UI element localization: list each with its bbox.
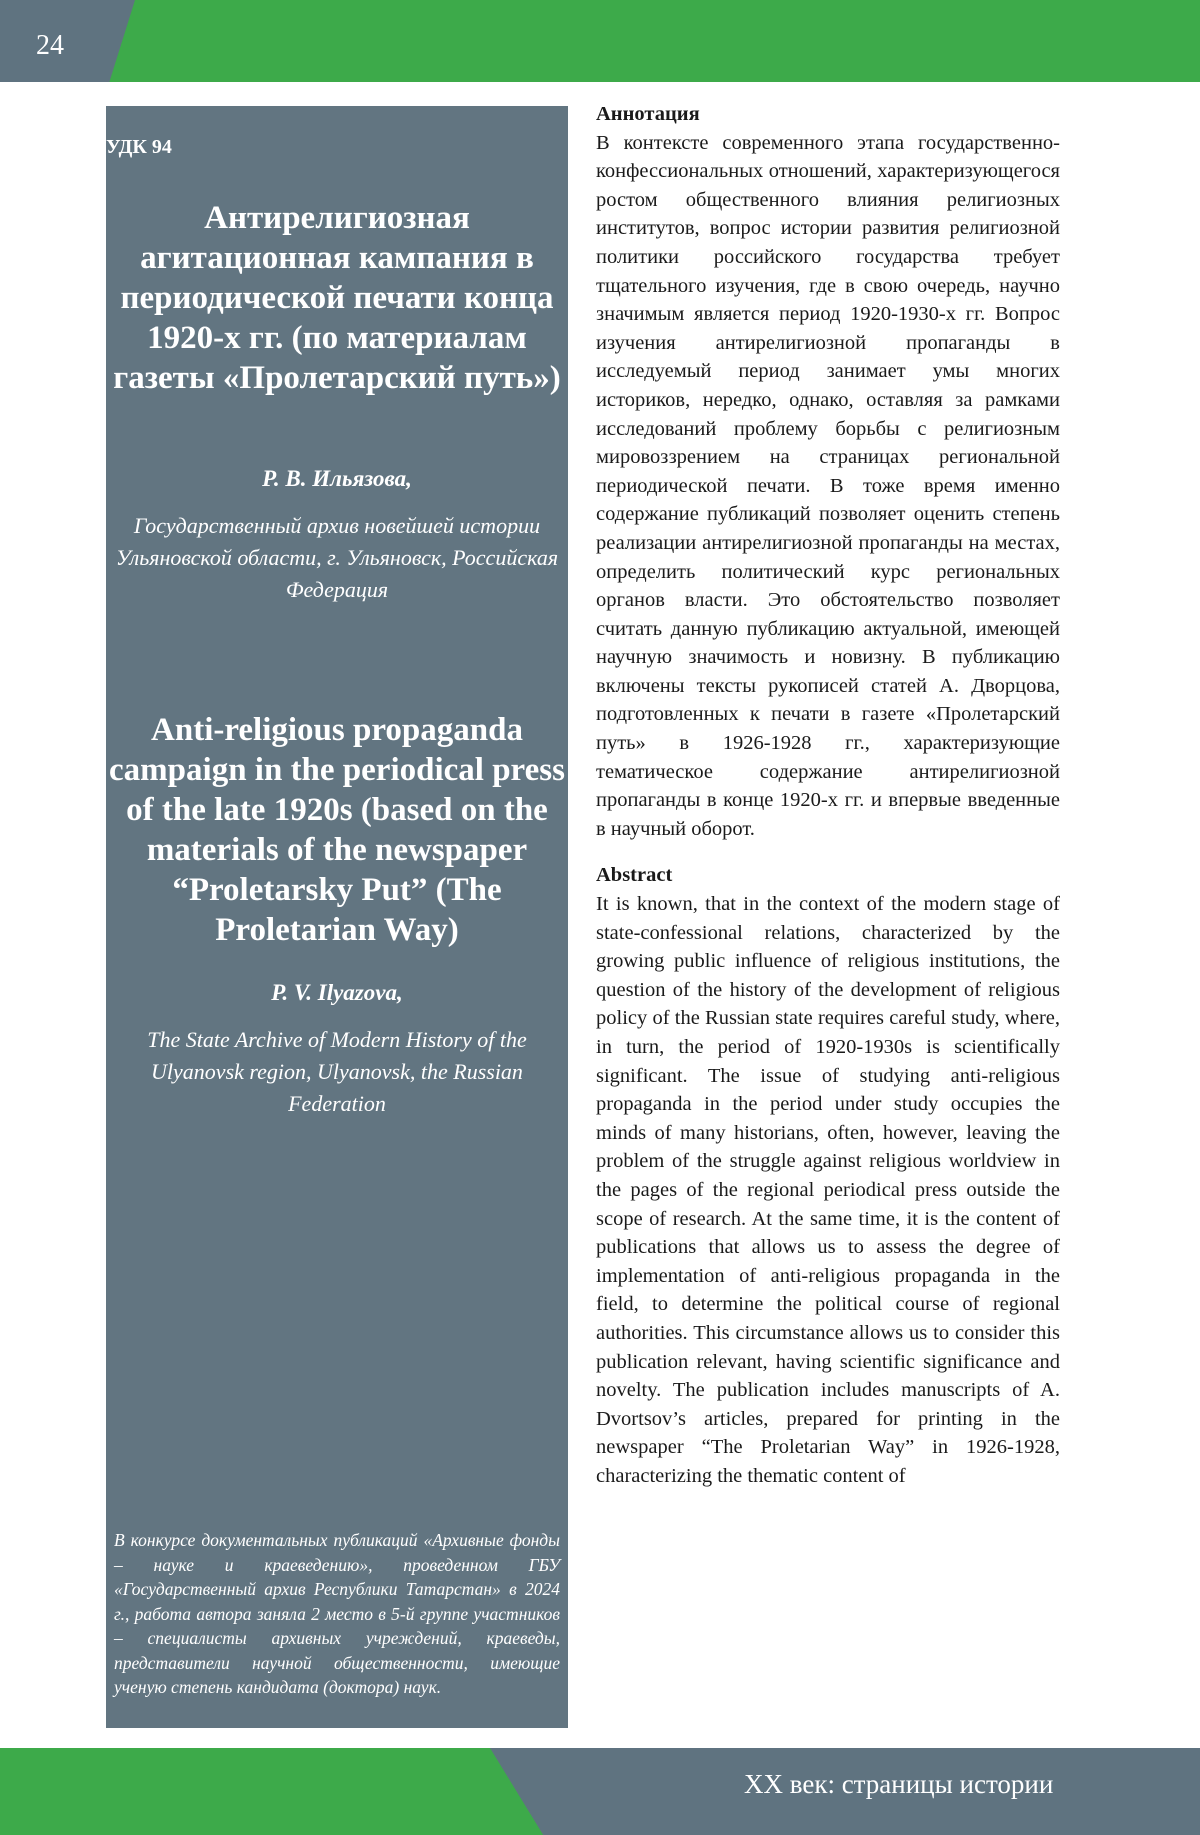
journal-title: XX век: страницы истории xyxy=(744,1769,1053,1800)
annotation-text: В контексте современного этапа государственно-конфессиональных отношений, характеризующегося ростом общественного влияния религиозных институтов, вопрос истории развития религиозной политики российского государства требует тщательного изучения, где в свою очередь, научно значимым является период 1920-1930-х гг. Вопрос изучения антирелигиозной пропаганды в исследуемый период занимает умы многих историков, нередко, однако, оставляя за рамками исследований проблему борьбы с религиозным мировоззрением на страницах региональной периодической печати. В тоже время именно содержание публикаций позволяет оценить степень реализации антирелигиозной пропаганды на местах, определить политический курс региональных органов власти. Это обстоятельство позволяет считать данную публикацию актуальной, имеющей научную значимость и новизну. В публикацию включены тексты рукописей статей А. Дворцова, подготовленных к печати в газете «Пролетарский путь» в 1926-1928 гг., характеризующие тематическое содержание антирелигиозной пропаганды в конце 1920-х гг. и впервые введенные в научный оборот. xyxy=(596,129,1060,844)
udk-code: УДК 94 xyxy=(106,136,172,159)
abstract-text: It is known, that in the context of the modern stage of state-confessional relations, characterized by the growing public influence of religious institutions, the question of the history of the development of religious policy of the Russian state requires careful study, where, in turn, the period of 1920-1930s is scientifically significant. The issue of studying anti-religious propaganda in the period under study occupies the minds of many historians, often, however, leaving the problem of the struggle against religious worldview in the pages of the regional periodical press outside the scope of research. At the same time, it is the content of publications that allows us to assess the degree of implementation of anti-religious propaganda in the field, to determine the political course of regional authorities. This circumstance allows us to consider this publication relevant, having scientific significance and novelty. The publication includes manuscripts of A. Dvortsov’s articles, prepared for printing in the newspaper “The Proletarian Way” in 1926-1928, characterizing the thematic content of xyxy=(596,890,1060,1490)
russian-title: Антирелигиозная агитационная кампания в периодической печати конца 1920-х гг. (по материалам газеты «Пролетарский путь») xyxy=(106,198,568,398)
competition-note: В конкурсе документальных публикаций «Архивные фонды – науке и краеведению», проведенном ГБУ «Государственный архив Республики Татарстан» в 2024 г., работа автора заняла 2 место в 5-й группе участников – специалисты архивных учреждений, краеведы, представители научной общественности, имеющие ученую степень кандидата (доктора) наук. xyxy=(114,1528,560,1700)
russian-author: Р. В. Ильязова, xyxy=(106,466,568,492)
english-title: Anti-religious propaganda campaign in the periodical press of the late 1920s (based on the materials of the newspaper “Proletarsky Put” (The Proletarian Way) xyxy=(106,710,568,950)
english-affiliation: The State Archive of Modern History of the Ulyanovsk region, Ulyanovsk, the Russian Federation xyxy=(106,1024,568,1120)
russian-affiliation: Государственный архив новейшей истории Ульяновской области, г. Ульяновск, Российская Федерация xyxy=(106,510,568,606)
annotation-heading: Аннотация xyxy=(596,100,1060,129)
abstracts-column xyxy=(596,100,1060,1491)
page-number: 24 xyxy=(36,30,64,62)
top-banner xyxy=(0,0,1200,82)
article-title-panel xyxy=(106,106,568,1728)
english-author: P. V. Ilyazova, xyxy=(106,980,568,1006)
abstract-heading: Abstract xyxy=(596,861,1060,890)
